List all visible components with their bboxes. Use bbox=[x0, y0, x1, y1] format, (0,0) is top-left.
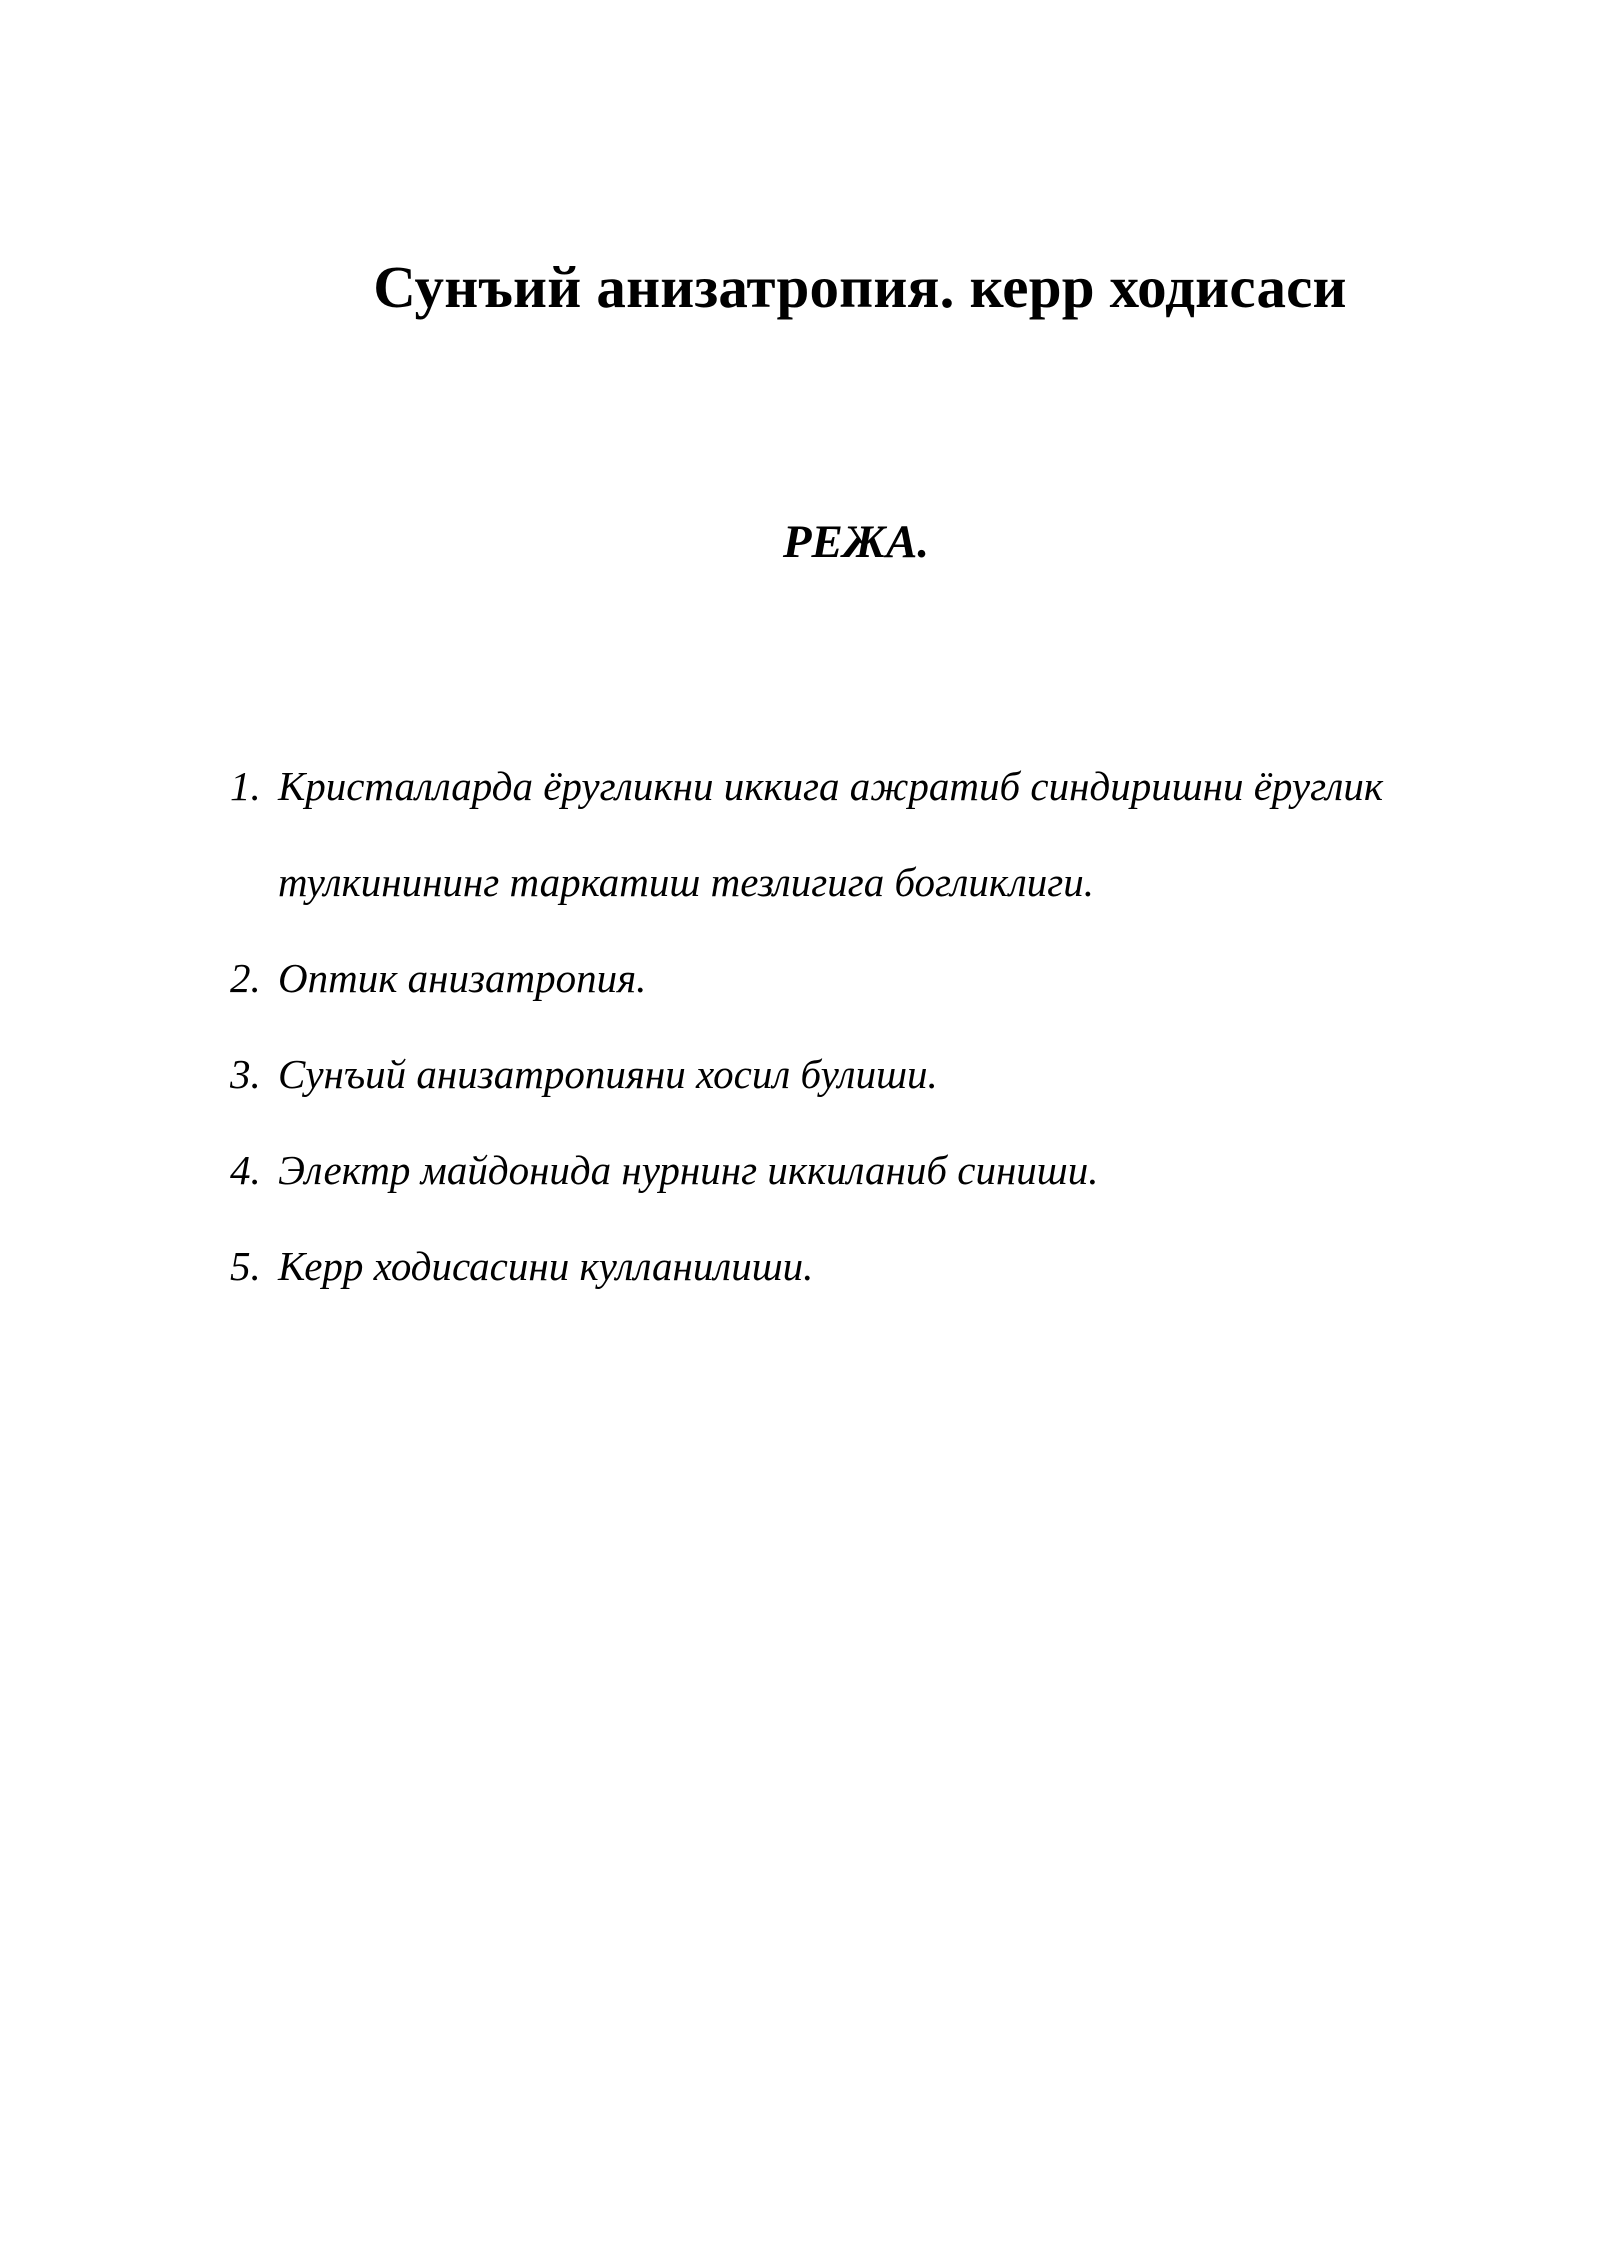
page-title: Сунъий анизатропия. керр ходисаси bbox=[373, 254, 1347, 320]
plan-item-number: 1. bbox=[230, 763, 261, 809]
plan-item-number: 5. bbox=[230, 1243, 261, 1289]
plan-item bbox=[230, 1122, 1530, 1218]
plan-item bbox=[230, 1026, 1530, 1122]
plan-item-number: 3. bbox=[230, 1051, 261, 1097]
plan-item-number: 2. bbox=[230, 955, 261, 1001]
plan-item-text: Электр майдонида нурнинг иккиланиб синиши. bbox=[278, 1147, 1099, 1193]
plan-heading: РЕЖА. bbox=[782, 516, 930, 568]
plan-item bbox=[230, 930, 1530, 1026]
plan-item-text: Кристалларда ёругликни иккига ажратиб синдиришни ёруглик тулкинининг таркатиш тезлигига богликлиги. bbox=[278, 763, 1384, 905]
plan-item-text: Сунъий анизатропияни хосил булиши. bbox=[278, 1051, 938, 1097]
plan-item bbox=[230, 738, 1530, 930]
plan-item-text: Оптик анизатропия. bbox=[278, 955, 647, 1001]
plan-list bbox=[230, 738, 1530, 1314]
plan-item bbox=[230, 1218, 1530, 1314]
plan-item-text: Керр ходисасини кулланилиши. bbox=[278, 1243, 814, 1289]
plan-item-number: 4. bbox=[230, 1147, 261, 1193]
